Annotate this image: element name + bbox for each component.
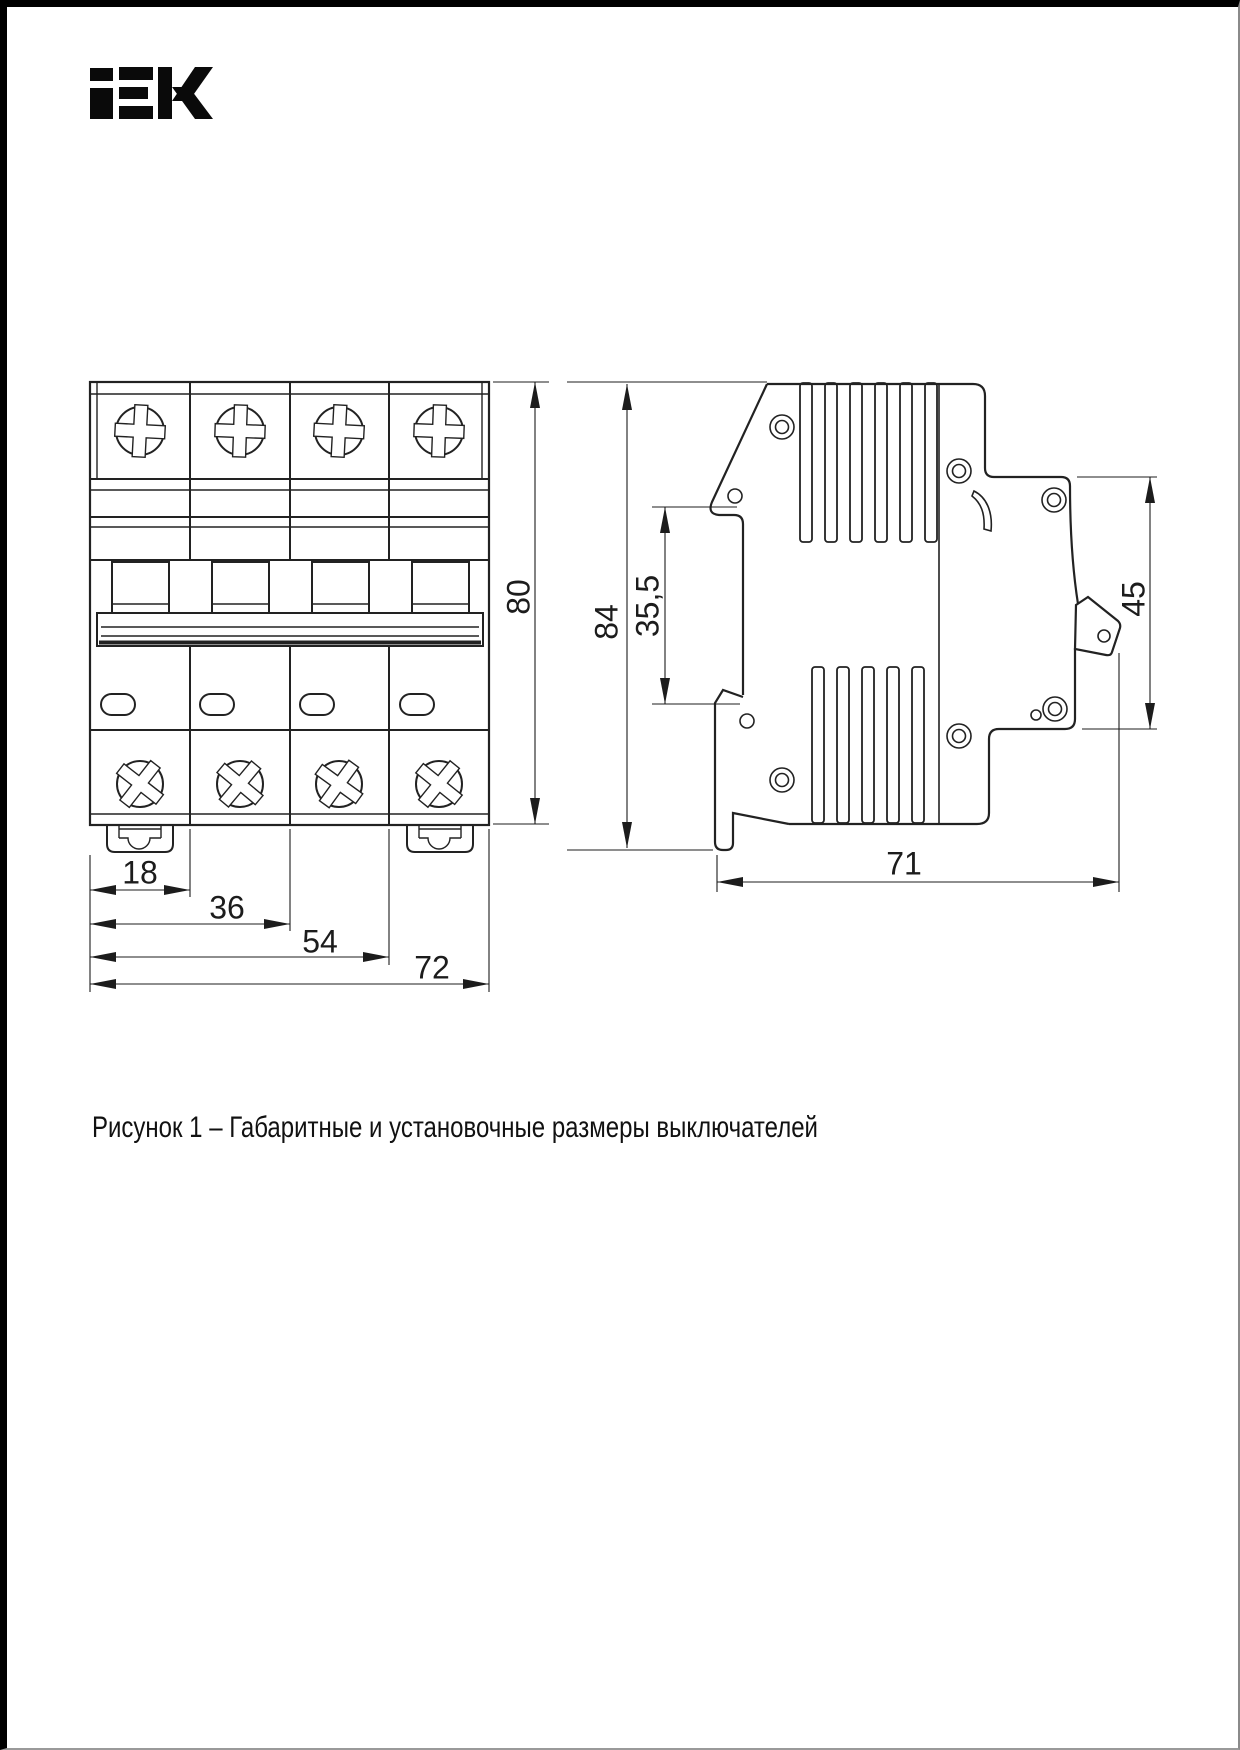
dim-label-71: 71 [886,845,922,882]
dim-label-80: 80 [500,579,537,615]
dim-label-18: 18 [122,854,158,891]
vent-slots-lower [812,667,924,823]
interlock-bar [97,613,483,646]
figure-caption: Рисунок 1 – Габаритные и установочные размеры выключателей [92,1111,818,1144]
curved-slot [972,491,991,531]
dimension-annotations [90,382,1157,992]
technical-drawing [7,7,1240,1750]
side-toggle-lever [1075,597,1120,655]
toggle-handles [112,562,469,613]
dim-label-45: 45 [1115,581,1152,617]
rivets [728,415,1067,792]
side-view [711,383,1121,850]
dim-label-36: 36 [209,889,245,926]
label-windows [101,694,434,715]
dim-label-72: 72 [414,949,450,986]
technical-drawing-svg [7,7,1240,1750]
dim-label-84: 84 [588,604,625,640]
front-view [90,382,489,852]
dim-label-35-5: 35,5 [629,574,666,638]
dim-label-54: 54 [302,923,338,960]
vent-slots-upper [800,383,937,542]
